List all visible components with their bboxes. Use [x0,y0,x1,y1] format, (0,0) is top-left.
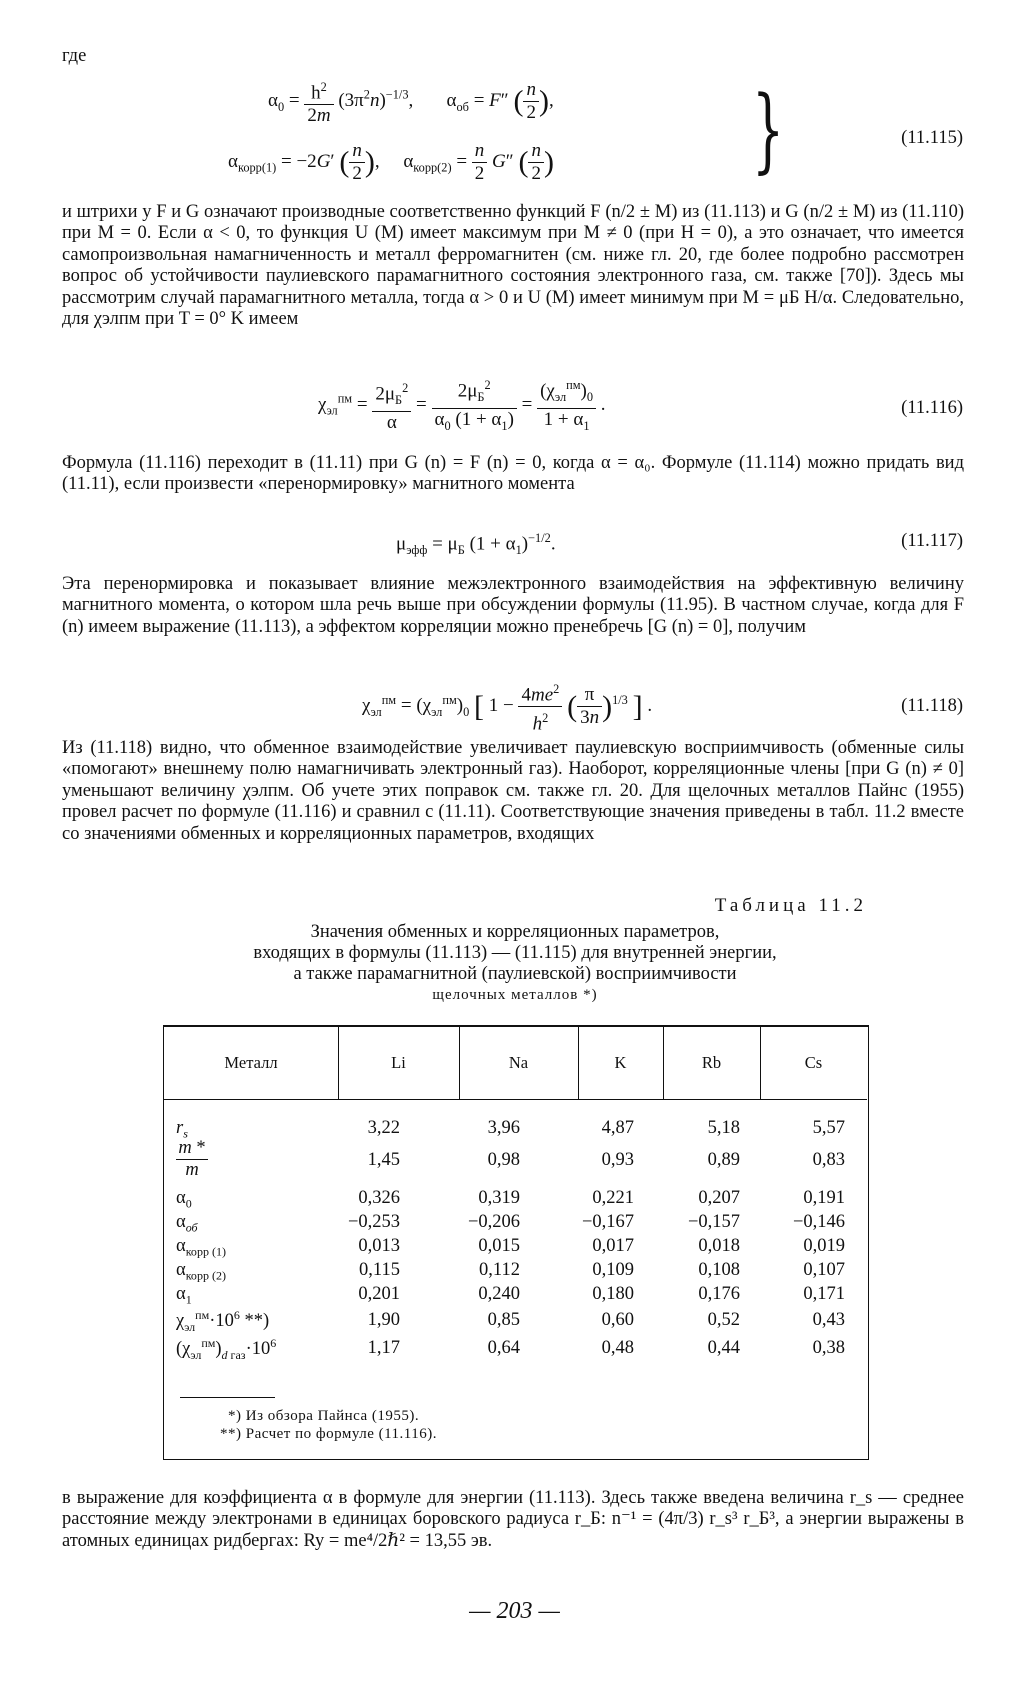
equation-number-11-118: (11.118) [901,696,963,716]
table-cell: 0,180 [592,1284,634,1304]
row-label-alpha0: $\alpha_0$ [176,1188,192,1211]
table-cell: 0,109 [592,1260,634,1280]
paragraph-1: и штрихи у F и G означают производные соответственно функций F (n/2 ± M) из (11.113) и G (n/2 ± M) из (11.110) при M = 0. Если α < 0, то функция U (M) имеет максимум при M ≠ 0 (при H = 0), а это означает, что имеется самопроизвольная намагниченность и металл ферромагнитен (см. ниже гл. 20, где более подробно рассмотрен вопрос об устойчивости паулиевского парамагнитного состояния электронного газа, см. также [70]). Здесь мы рассмотрим случай парамагнитного металла, тогда α > 0 и U (M) имеет минимум при M = μБ H/α. Следовательно, для χэлпм при T = 0° K имеем [62,202,964,330]
table-caption: Значения обменных и корреляционных параметров, входящих в формулы (11.113) — (11.115) для внутренней энергии, а также парамагнитной (паулиевской) восприимчивости щелочных металлов *) [253,922,777,1003]
equation-number-11-115: (11.115) [901,128,963,148]
table-label: Таблица 11.2 [714,895,867,916]
table-cell: 0,221 [592,1188,634,1208]
table-cell: 1,17 [367,1338,400,1358]
equation-11-117: $\mu_{эфф} = \mu_Б$ $(1 + \alpha_1)^{-1/2}$. [396,531,556,558]
header-metal: Металл [224,1053,278,1072]
table-cell: 0,64 [487,1338,520,1358]
table-cell: 0,48 [601,1338,634,1358]
table-cell: 0,201 [358,1284,400,1304]
table-cell: 0,326 [358,1188,400,1208]
page-number: — 203 — [469,1598,560,1624]
table-cell: 0,240 [478,1284,520,1304]
row-label-chi: $\chi_{эл}^{пм}\cdot 10^6$ **) [176,1308,270,1334]
table-cell: 0,319 [478,1188,520,1208]
table-cell: −0,167 [581,1212,634,1232]
table-cell: 5,18 [707,1118,740,1138]
footnote-2: **) Расчет по формуле (11.116). [220,1426,437,1442]
table-cell: 0,60 [601,1310,634,1330]
intro-word: где [62,46,87,66]
table-cell: 0,171 [803,1284,845,1304]
row-label-mass-ratio: m * m [176,1138,208,1181]
table-cell: 0,98 [487,1150,520,1170]
table-cell: 1,45 [367,1150,400,1170]
equation-11-116: $\chi_{эл}^{пм}$ = $\frac{2\mu_Б^2}{\alpha}$ = $\frac{2\mu_Б^2}{\alpha_0 (1 + \alpha_1)}$ = $\frac{(\chi_{эл}^{пм})_0}{1 + \alpha_1}$ . [318,374,606,437]
row-label-alpha1: $\alpha_1$ [176,1284,192,1307]
table-cell: −0,157 [687,1212,740,1232]
row-label-rs: $r_s$ [176,1118,188,1141]
table-cell: 1,90 [367,1310,400,1330]
row-label-alpha-corr2: $\alpha_{корр (2)}$ [176,1260,226,1283]
equation-11-115-line2: $\alpha_{корр(1)} = -2G'$ ( $\frac{n}{2}$ ), $\alpha_{корр(2)}$ = $\frac{n}{2}$ G″ ( $\frac{n}{2}$ ) [228,140,554,184]
table-cell: 0,018 [698,1236,740,1256]
table-cell: 0,43 [812,1310,845,1330]
header-k: K [614,1053,627,1072]
table-cell: 0,38 [812,1338,845,1358]
table-cell: 5,57 [812,1118,845,1138]
table-cell: 0,93 [601,1150,634,1170]
table-cell: 0,44 [707,1338,740,1358]
equation-11-118: $\chi_{эл}^{пм} = (\chi_{эл}^{пм})_0$ [ 1 − $\frac{4me^2}{h^2}$ ( $\frac{\pi}{3n}$ )$^{1/3}$ ] . [362,678,652,736]
table-cell: 3,22 [367,1118,400,1138]
table-cell: 0,191 [803,1188,845,1208]
table-cell: 0,013 [358,1236,400,1256]
table-cell: 0,207 [698,1188,740,1208]
row-label-chi-gas: $(\chi_{эл}^{пм})_{d газ}\cdot 10^6$ [176,1336,277,1362]
paragraph-3: Эта перенормировка и показывает влияние межэлектронного взаимодействия на эффективную величину магнитного момента, о котором шла речь выше при обсуждении формулы (11.95). В частном случае, когда для F (n) имеем выражение (11.113), а эффектом корреляции можно пренебречь [G (n) = 0], получим [62,574,964,637]
table-cell: 0,115 [359,1260,400,1280]
table-cell: 0,89 [707,1150,740,1170]
table-cell: 0,019 [803,1236,845,1256]
header-na: Na [508,1053,529,1072]
footnote-rule [180,1397,275,1398]
table-cell: −0,146 [792,1212,845,1232]
table-cell: 0,52 [707,1310,740,1330]
equation-number-11-116: (11.116) [901,398,963,418]
row-label-alpha-ob: $\alpha_{об}$ [176,1212,198,1235]
right-brace: } [752,76,785,183]
header-cs: Cs [804,1053,823,1072]
footnote-1: *) Из обзора Пайнса (1955). [228,1408,420,1424]
table-cell: 0,112 [479,1260,520,1280]
equation-11-115-line1: $\alpha_0$ = $\frac{h^2}{2m}$ $(3\pi^2n)^{-1/3}$, $\alpha_{об} = F''$ ( $\frac{n}{2}$ ), [268,76,554,127]
table-cell: 0,108 [698,1260,740,1280]
paragraph-2: Формула (11.116) переходит в (11.11) при G (n) = F (n) = 0, когда α = α₀. Формуле (11.114) можно придать вид (11.11), если произвести «перенормировку» магнитного момента [62,453,964,495]
table-cell: 0,015 [478,1236,520,1256]
table-cell: 3,96 [487,1118,520,1138]
table-cell: 0,83 [812,1150,845,1170]
table-cell: 0,107 [803,1260,845,1280]
row-label-alpha-corr1: $\alpha_{корр (1)}$ [176,1236,226,1259]
paragraph-4: Из (11.118) видно, что обменное взаимодействие увеличивает паулиевскую восприимчивость (обменные силы «помогают» внешнему полю намагничивать электронный газ). Наоборот, корреляционные члены [при G (n) ≠ 0] уменьшают величину χэлпм. Об учете этих поправок см. также гл. 20. Для щелочных металлов Пайнс (1955) провел расчет по формуле (11.116) и сравнил с (11.11). Соответствующие значения приведены в табл. 11.2 вместе со значениями обменных и корреляционных параметров, входящих [62,738,964,844]
paragraph-5: в выражение для коэффициента α в формуле для энергии (11.113). Здесь также введена величина r_s — среднее расстояние между электронами в единицах боровского радиуса r_Б: n⁻¹ = (4π/3) r_s³ r_Б³, а энергии выражены в атомных единицах ридбергах: Ry = me⁴/2ℏ² = 13,55 эв. [62,1488,964,1551]
table-cell: −0,253 [347,1212,400,1232]
table-cell: 4,87 [601,1118,634,1138]
table-header-rule [164,1099,867,1100]
table-cell: 0,017 [592,1236,634,1256]
equation-number-11-117: (11.117) [901,531,963,551]
header-li: Li [391,1053,406,1072]
header-rb: Rb [701,1053,722,1072]
table-cell: 0,176 [698,1284,740,1304]
table-cell: −0,206 [467,1212,520,1232]
table-cell: 0,85 [487,1310,520,1330]
